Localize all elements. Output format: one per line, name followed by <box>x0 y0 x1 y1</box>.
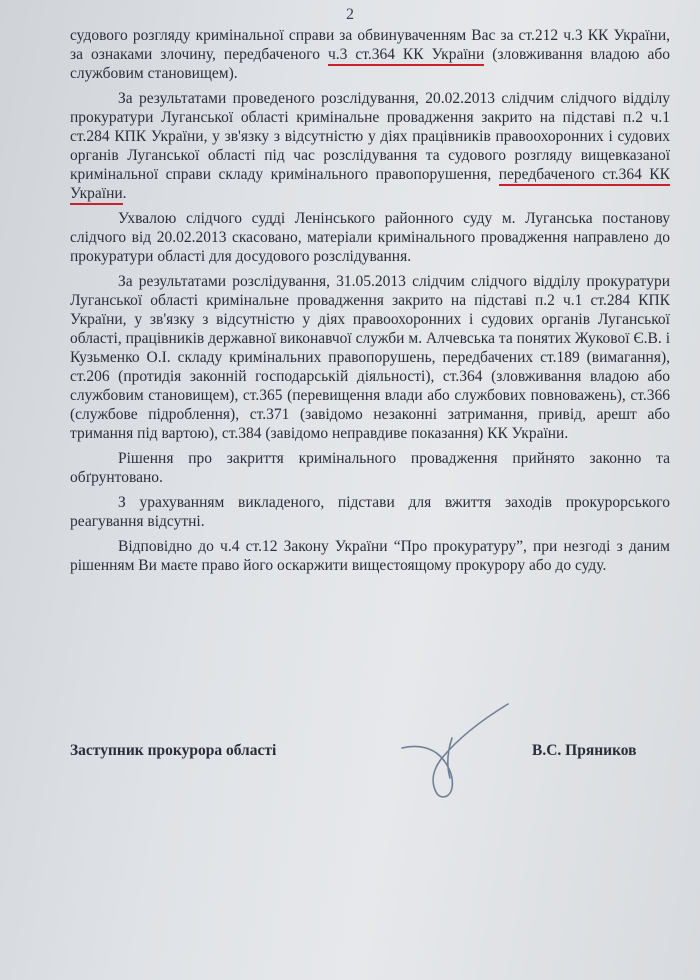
position-title: Заступник прокурора області <box>70 742 277 759</box>
underlined-article-ref: ч.3 ст.364 КК України <box>328 46 484 66</box>
document-body <box>70 26 670 581</box>
signatory-name: В.С. Пряников <box>532 742 637 759</box>
paragraph-5: Рішення про закриття кримінального провадження прийнято законно та обґрунтовано. <box>70 450 670 486</box>
paragraph-6: З урахуванням викладеного, підстави для вжиття заходів прокурорського реагування відсутні. <box>70 494 670 530</box>
paragraph-3: Ухвалою слідчого судді Ленінського районного суду м. Луганська постанову слідчого від 20.02.2013 скасовано, матеріали кримінального провадження направлено до прокуратури області для досудового розслідування. <box>70 210 670 265</box>
handwritten-signature <box>390 698 520 808</box>
underlined-article-ref-2: передбаченого ст.364 КК України <box>70 166 670 205</box>
paragraph-7: Відповідно до ч.4 ст.12 Закону України “Про прокуратуру”, при незгоді з даним рішенням Ви маєте право його оскаржити вищестоящому прокурору або до суду. <box>70 538 670 574</box>
paragraph-1-end: (зловживання владою або службовим становищем). <box>70 46 670 82</box>
paragraph-1-start: судового розгляду кримінальної справи за обвинуваченням Вас за ст.212 ч.3 КК України, за ознаками злочину, передбаченого <box>70 27 670 63</box>
page-number: 2 <box>346 6 354 23</box>
paragraph-1 <box>70 26 670 83</box>
paragraph-4: За результатами розслідування, 31.05.2013 слідчим слідчого відділу прокуратури Луганської області кримінальне провадження закрито на підставі п.2 ч.1 ст.284 КПК України, у зв'язку з відсутністю у діях правоохоронних і судових органів Луганської області, працівників державної виконавчої служби м. Алчевська та понятих Жукової Є.В. і Кузьменко О.І. складу кримінальних правопорушень, передбачених ст.189 (вимагання), ст.206 (протидія законній господарській діяльності), ст.364 (зловживання владою або службовим становищем), ст.365 (перевищення влади або службових повноважень), ст.366 (службове підроблення), ст.371 (завідомо незаконні затримання, привід, арешт або тримання під вартою), ст.384 (завідомо неправдиве показання) КК України. <box>70 273 670 442</box>
paragraph-2-end: . <box>122 185 127 202</box>
paragraph-2-start: За результатами проведеного розслідування, 20.02.2013 слідчим слідчого відділу прокуратури Луганської області кримінальне провадження закрито на підставі п.2 ч.1 ст.284 КПК України, у зв'язку з відсутністю у діях працівників правоохоронних і судових органів Луганської області під час розслідування та судового розгляду вищевказаної кримінальної справи складу кримінального правопорушення, <box>70 90 670 183</box>
paragraph-2 <box>70 89 670 203</box>
